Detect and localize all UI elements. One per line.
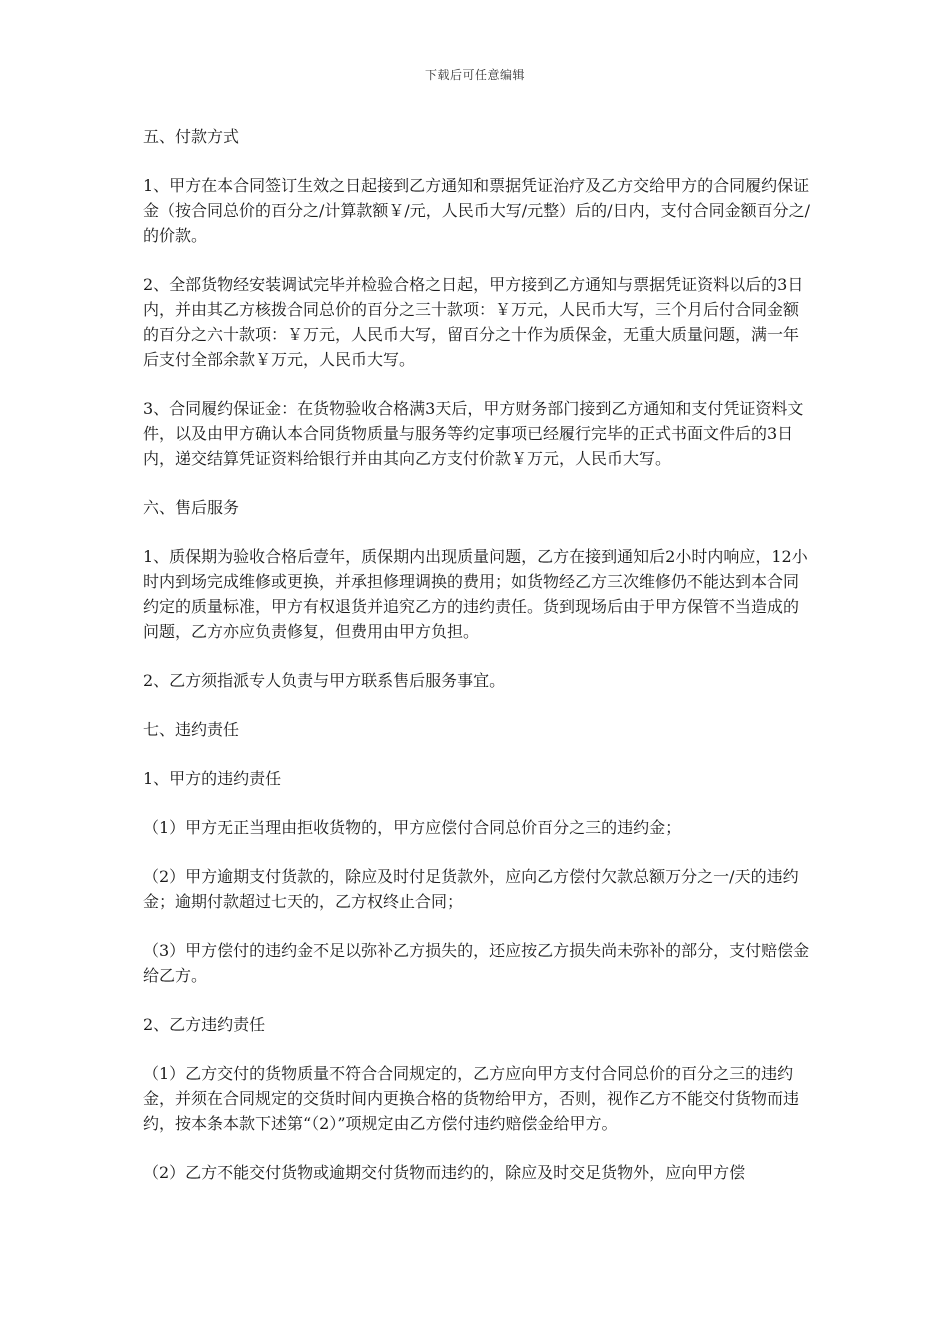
buyer-liability-item-3: （3）甲方偿付的违约金不足以弥补乙方损失的，还应按乙方损失尚未弥补的部分，支付赔偿金给乙方。 (143, 941, 810, 985)
after-sales-clause-1: 1、质保期为验收合格后壹年，质保期内出现质量问题，乙方在接到通知后2小时内响应，12小时内到场完成维修或更换，并承担修理调换的费用；如货物经乙方三次维修仍不能达到本合同约定的质量标准，甲方有权退货并追究乙方的违约责任。货到现场后由于甲方保管不当造成的问题，乙方亦应负责修复，但费用由甲方负担。 (143, 547, 808, 641)
section-heading-after-sales: 六、售后服务 (143, 498, 240, 517)
page-header: 下载后可任意编辑 (424, 68, 525, 82)
after-sales-clause-2: 2、乙方须指派专人负责与甲方联系售后服务事宜。 (143, 671, 506, 690)
payment-clause-2: 2、全部货物经安装调试完毕并检验合格之日起，甲方接到乙方通知与票据凭证资料以后的3日内，并由其乙方核拨合同总价的百分之三十款项：￥万元，人民币大写，三个月后付合同金额的百分之六十款项：￥万元，人民币大写，留百分之十作为质保金，无重大质量问题，满一年后支付全部余款￥万元，人民币大写。 (143, 275, 804, 369)
section-heading-liability: 七、违约责任 (143, 720, 240, 739)
buyer-liability-item-2: （2）甲方逾期支付货款的，除应及时付足货款外，应向乙方偿付欠款总额万分之一/天的违约金；逾期付款超过七天的，乙方权终止合同； (143, 867, 799, 911)
document-body (143, 124, 811, 1209)
buyer-liability-item-1: （1）甲方无正当理由拒收货物的，甲方应偿付合同总价百分之三的违约金； (143, 818, 682, 837)
buyer-liability-heading: 1、甲方的违约责任 (143, 769, 282, 788)
payment-clause-3: 3、合同履约保证金：在货物验收合格满3天后，甲方财务部门接到乙方通知和支付凭证资料文件，以及由甲方确认本合同货物质量与服务等约定事项已经履行完毕的正式书面文件后的3日内，递交结算凭证资料给银行并由其向乙方支付价款￥万元，人民币大写。 (143, 399, 804, 468)
payment-clause-1: 1、甲方在本合同签订生效之日起接到乙方通知和票据凭证治疗及乙方交给甲方的合同履约保证金（按合同总价的百分之/计算款额￥/元，人民币大写/元整）后的/日内，支付合同金额百分之/的价款。 (143, 176, 810, 245)
section-heading-payment: 五、付款方式 (143, 127, 240, 146)
seller-liability-heading: 2、乙方违约责任 (143, 1015, 266, 1034)
seller-liability-item-2: （2）乙方不能交付货物或逾期交付货物而违约的，除应及时交足货物外，应向甲方偿 (143, 1163, 746, 1182)
seller-liability-item-1: （1）乙方交付的货物质量不符合合同规定的，乙方应向甲方支付合同总价的百分之三的违约金，并须在合同规定的交货时间内更换合格的货物给甲方，否则，视作乙方不能交付货物而违约，按本条本款下述第“（2）”项规定由乙方偿付违约赔偿金给甲方。 (143, 1064, 800, 1133)
